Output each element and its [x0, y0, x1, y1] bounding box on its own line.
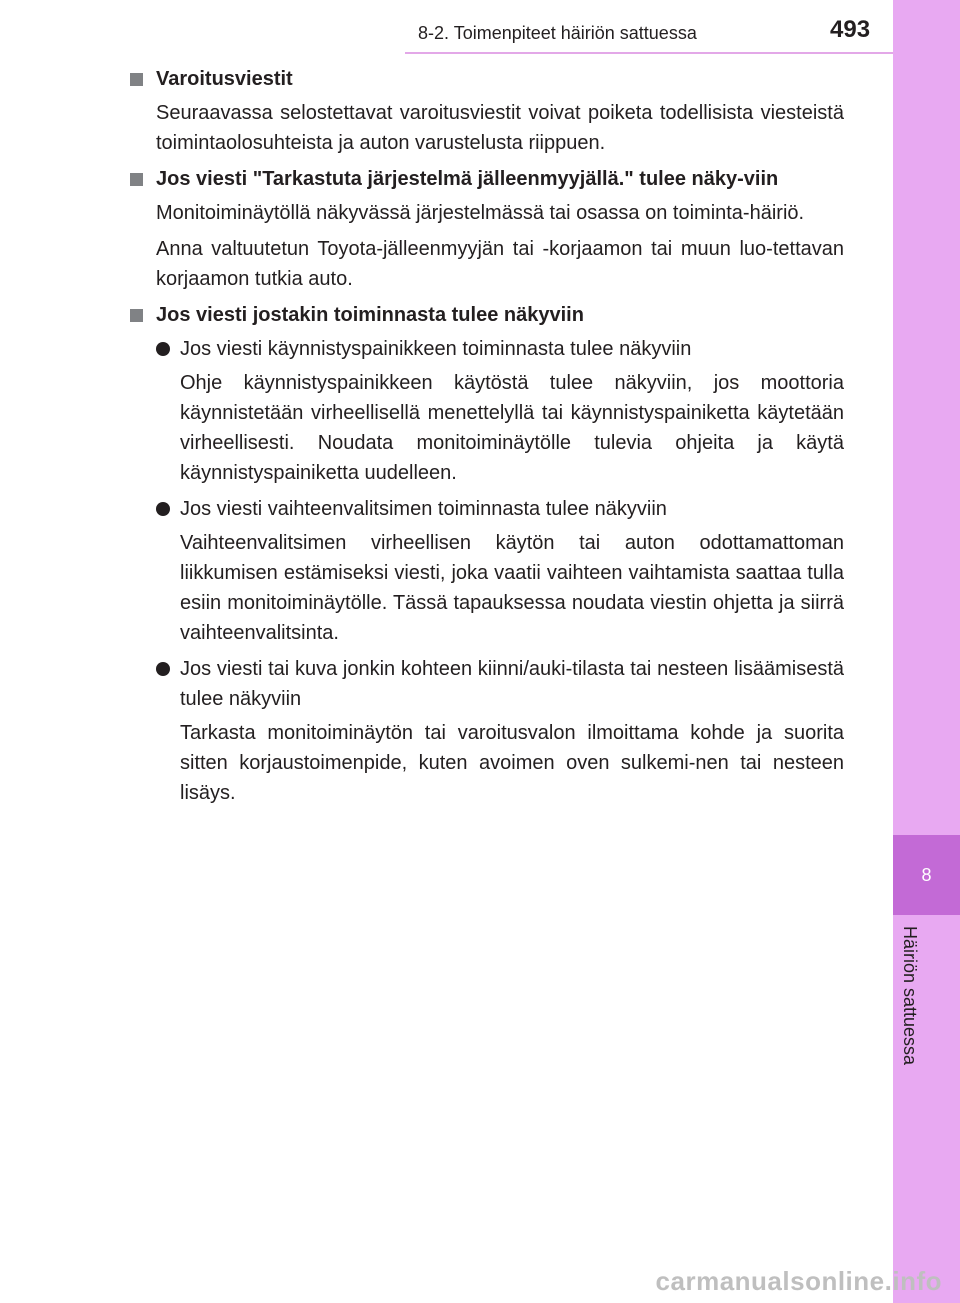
header-rule	[405, 52, 893, 54]
bullet-dot-icon	[156, 502, 170, 516]
chapter-number-box	[893, 835, 960, 915]
bullet-item	[128, 494, 844, 524]
section-toiminta-viesti	[128, 300, 844, 808]
page-number: 493	[830, 16, 871, 43]
section-tarkastuta	[128, 164, 844, 294]
section-heading	[128, 300, 844, 330]
bullet-title: Jos viesti vaihteenvalitsimen toiminnasta tulee näkyviin	[180, 498, 667, 520]
bullet-dot-icon	[156, 342, 170, 356]
watermark: carmanualsonline.info	[655, 1266, 942, 1296]
header-section-title: 8-2. Toimenpiteet häiriön sattuessa	[418, 23, 697, 43]
chapter-number: 8	[921, 864, 932, 885]
bullet-title: Jos viesti käynnistyspainikkeen toiminnasta tulee näkyviin	[180, 338, 692, 360]
bullet-item	[128, 654, 844, 714]
bullet-text: Tarkasta monitoiminäytön tai varoitusvalon ilmoittama kohde ja suorita sitten korjaustoimenpide, kuten avoimen oven sulkemi-nen tai nesteen lisäys.	[180, 722, 844, 804]
section-varoitusviestit	[128, 64, 844, 158]
section-heading	[128, 164, 844, 194]
paragraph: Anna valtuutetun Toyota-jälleenmyyjän tai -korjaamon tai muun luo-tettavan korjaamon tutkia auto.	[156, 238, 844, 290]
main-content	[128, 64, 844, 814]
bullet-text: Vaihteenvalitsimen virheellisen käytön tai auton odottamattoman liikkumisen estämiseksi viesti, joka vaatii vaihteen vaihtamista saattaa tulla esiin monitoiminäytölle. Tässä tapauksessa noudata viestin ohjetta ja siirrä vaihteenvalitsinta.	[180, 532, 844, 644]
heading-text: Jos viesti jostakin toiminnasta tulee näkyviin	[156, 304, 584, 326]
section-heading	[128, 64, 844, 94]
paragraph: Monitoiminäytöllä näkyvässä järjestelmässä tai osassa on toiminta-häiriö.	[156, 202, 805, 224]
chapter-title: Häiriön sattuessa	[900, 926, 920, 1066]
bullet-dot-icon	[156, 662, 170, 676]
heading-square-icon	[130, 73, 143, 86]
heading-text: Varoitusviestit	[156, 68, 293, 90]
heading-square-icon	[130, 173, 143, 186]
bullet-title: Jos viesti tai kuva jonkin kohteen kiinni/auki-tilasta tai nesteen lisäämisestä tulee näkyviin	[180, 658, 844, 710]
paragraph: Seuraavassa selostettavat varoitusviestit voivat poiketa todellisista viesteistä toimintaolosuhteista ja auton varustelusta riippuen.	[156, 102, 844, 154]
heading-text: Jos viesti "Tarkastuta järjestelmä jälleenmyyjällä." tulee näky-viin	[156, 168, 779, 190]
heading-square-icon	[130, 309, 143, 322]
bullet-item	[128, 334, 844, 364]
bullet-text: Ohje käynnistyspainikkeen käytöstä tulee näkyviin, jos moottoria käynnistetään virheellisellä menettelyllä tai käynnistyspainiketta käytetään virheellisesti. Noudata monitoiminäytölle tulevia ohjeita ja käytä käynnistyspainiketta uudelleen.	[180, 372, 844, 484]
